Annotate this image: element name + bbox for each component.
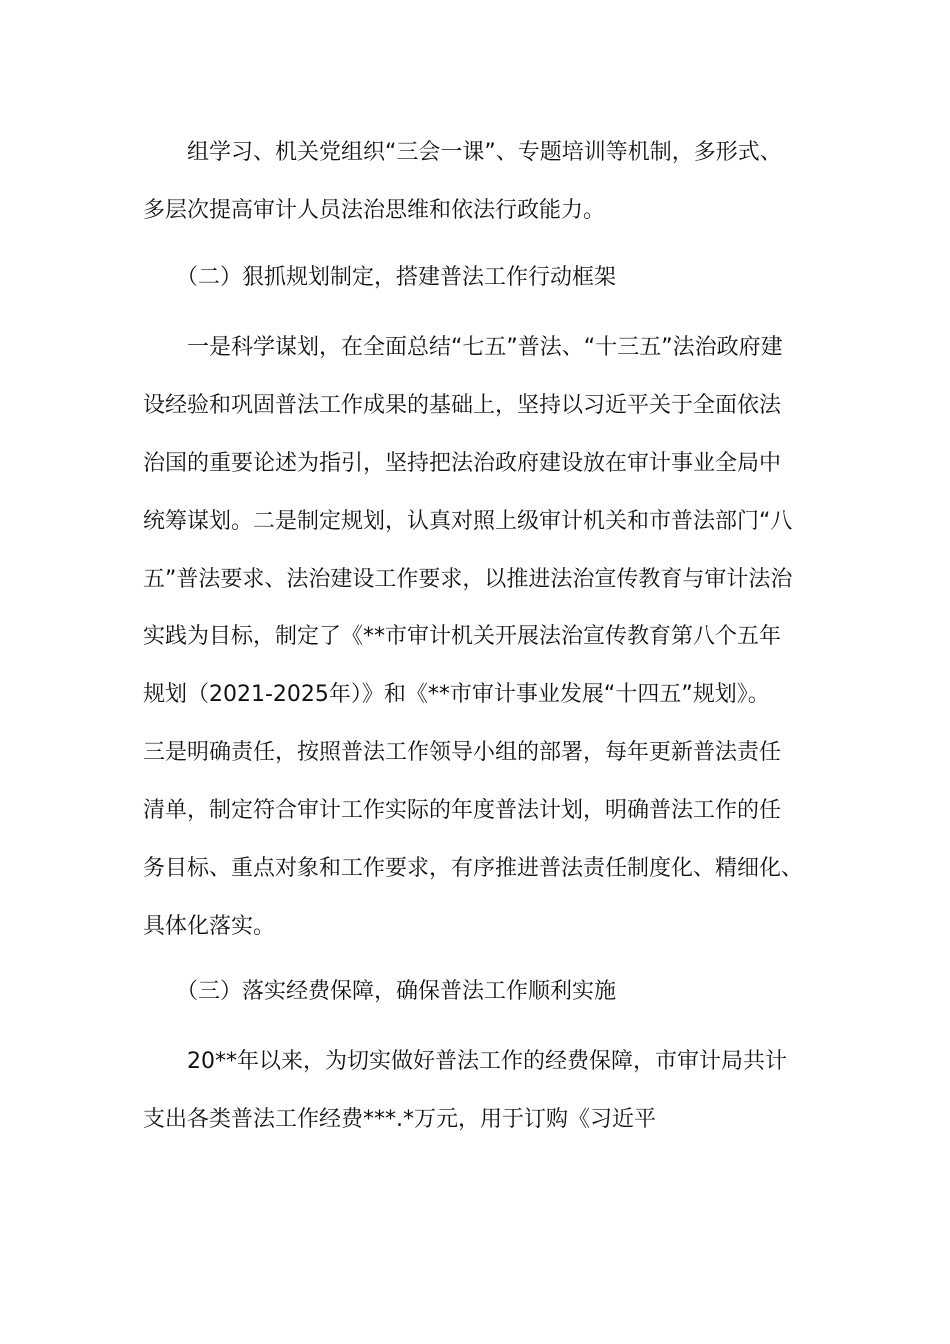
- section-heading: （二）狠抓规划制定，搭建普法工作行动框架: [143, 265, 617, 290]
- text-line: 支出各类普法工作经费***.*万元，用于订购《习近平: [143, 1107, 656, 1132]
- text-line: 五”普法要求、法治建设工作要求，以推进法治宣传教育与审计法治: [143, 567, 793, 592]
- text-line: 20**年以来，为切实做好普法工作的经费保障，市审计局共计: [143, 1049, 787, 1074]
- text-line: 统筹谋划。二是制定规划，认真对照上级审计机关和市普法部门“八: [143, 509, 793, 534]
- text-line: 一是科学谋划，在全面总结“七五”普法、“十三五”法治政府建: [143, 335, 783, 360]
- text-line: 多层次提高审计人员法治思维和依法行政能力。: [143, 198, 606, 223]
- text-line: 清单，制定符合审计工作实际的年度普法计划，明确普法工作的任: [143, 798, 782, 823]
- text-line: 三是明确责任，按照普法工作领导小组的部署，每年更新普法责任: [143, 740, 782, 765]
- text-line: 务目标、重点对象和工作要求，有序推进普法责任制度化、精细化、: [143, 856, 804, 881]
- text-line: 组学习、机关党组织“三会一课”、专题培训等机制，多形式、: [143, 140, 782, 165]
- section-heading: （三）落实经费保障，确保普法工作顺利实施: [143, 979, 617, 1004]
- text-line: 设经验和巩固普法工作成果的基础上，坚持以习近平关于全面依法: [143, 393, 782, 418]
- text-line: 实践为目标，制定了《**市审计机关开展法治宣传教育第八个五年: [143, 624, 782, 649]
- text-line: 规划（2021-2025年）》和《**市审计事业发展“十四五”规划》。: [143, 682, 770, 707]
- text-line: 具体化落实。: [143, 914, 276, 939]
- text-line: 治国的重要论述为指引，坚持把法治政府建设放在审计事业全局中: [143, 451, 782, 476]
